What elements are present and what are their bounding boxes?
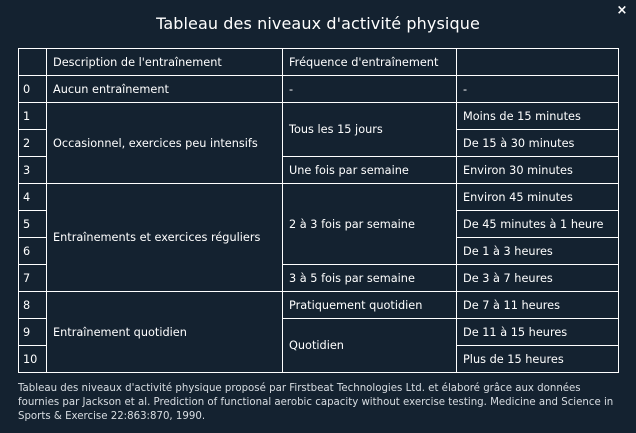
duration-cell: Environ 30 minutes	[457, 157, 619, 184]
duration-cell: De 3 à 7 heures	[457, 265, 619, 292]
table-row	[19, 292, 619, 319]
duration-cell: Moins de 15 minutes	[457, 103, 619, 130]
level-number: 0	[19, 76, 47, 103]
frequency-cell: 2 à 3 fois par semaine	[283, 184, 457, 265]
description-cell: Entraînement quotidien	[47, 292, 283, 373]
level-number: 2	[19, 130, 47, 157]
level-number: 7	[19, 265, 47, 292]
table-row	[19, 184, 619, 211]
frequency-cell: Quotidien	[283, 319, 457, 373]
source-footnote: Tableau des niveaux d'activité physique proposé par Firstbeat Technologies Ltd. et élaboré grâce aux données fournies par Jackson et al. Prediction of functional aerobic capacity without exercise testing. Medicine and Science in Sports & Exercise 22:863:870, 1990.	[18, 383, 614, 422]
level-number: 5	[19, 211, 47, 238]
frequency-cell: Tous les 15 jours	[283, 103, 457, 157]
duration-cell: De 7 à 11 heures	[457, 292, 619, 319]
duration-cell: De 45 minutes à 1 heure	[457, 211, 619, 238]
frequency-cell: 3 à 5 fois par semaine	[283, 265, 457, 292]
table-row	[19, 76, 619, 103]
level-number: 4	[19, 184, 47, 211]
table-row	[19, 103, 619, 130]
duration-cell: De 11 à 15 heures	[457, 319, 619, 346]
description-cell: Aucun entraînement	[47, 76, 283, 103]
header-description: Description de l'entraînement	[47, 49, 283, 76]
duration-cell: -	[457, 76, 619, 103]
frequency-cell: Pratiquement quotidien	[283, 292, 457, 319]
duration-cell: De 1 à 3 heures	[457, 238, 619, 265]
header-level	[19, 49, 47, 76]
level-number: 9	[19, 319, 47, 346]
duration-cell: Environ 45 minutes	[457, 184, 619, 211]
level-number: 3	[19, 157, 47, 184]
description-cell: Entraînements et exercices réguliers	[47, 184, 283, 292]
duration-cell: Plus de 15 heures	[457, 346, 619, 373]
close-icon[interactable]: ×	[616, 3, 628, 18]
level-number: 8	[19, 292, 47, 319]
duration-cell: De 15 à 30 minutes	[457, 130, 619, 157]
activity-levels-table	[18, 48, 619, 373]
table-header-row	[19, 49, 619, 76]
description-cell: Occasionnel, exercices peu intensifs	[47, 103, 283, 184]
header-frequency: Fréquence d'entraînement	[283, 49, 457, 76]
level-number: 6	[19, 238, 47, 265]
header-duration	[457, 49, 619, 76]
level-number: 1	[19, 103, 47, 130]
frequency-cell: Une fois par semaine	[283, 157, 457, 184]
frequency-cell: -	[283, 76, 457, 103]
level-number: 10	[19, 346, 47, 373]
dialog-title: Tableau des niveaux d'activité physique	[156, 14, 480, 33]
